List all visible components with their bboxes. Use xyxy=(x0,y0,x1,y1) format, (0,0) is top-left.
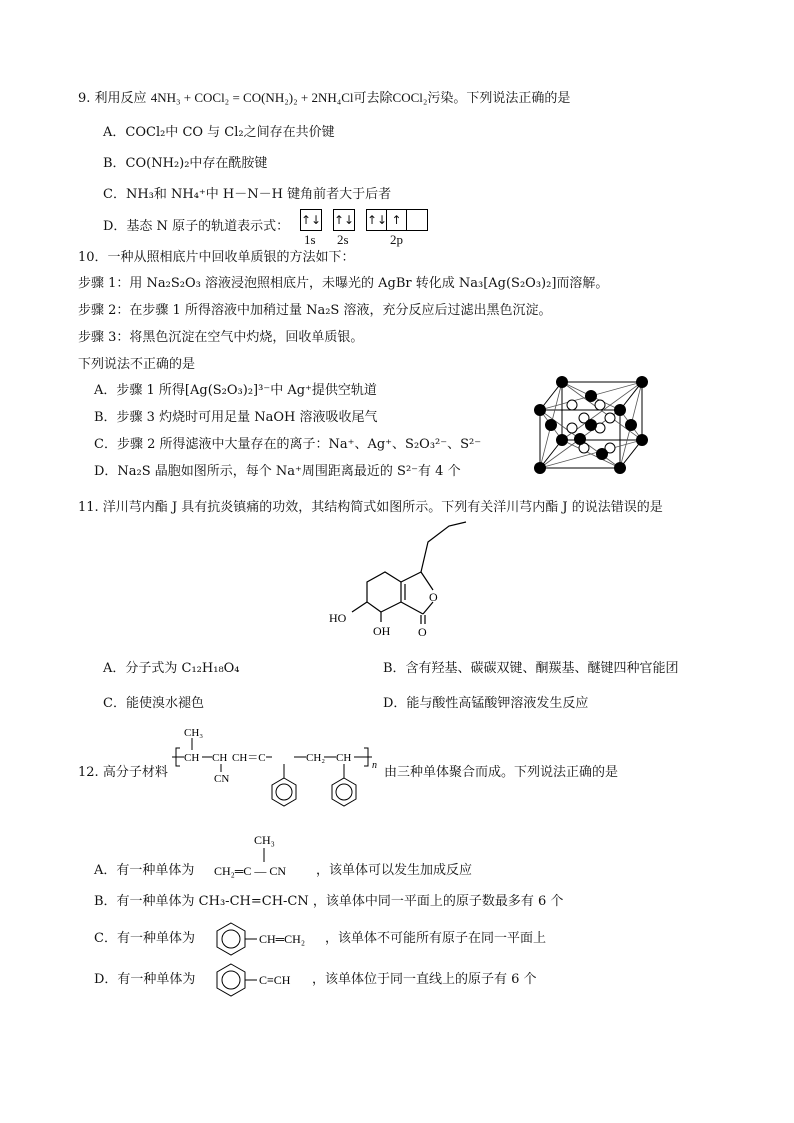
q9-equation: 4NH₃ + COCl₂ = CO(NH₂)₂ + 2NH₄Cl xyxy=(150,90,354,105)
q11-option-a: A．分子式为 C₁₂H₁₈O₄ xyxy=(103,661,240,676)
q9-reagent: COCl₂ xyxy=(392,90,428,105)
q10-step1: 步骤 1：用 Na₂S₂O₃ 溶液浸泡照相底片，未曝光的 AgBr 转化成 Na₃[Ag(S₂O₃)₂]而溶解。 xyxy=(78,276,609,291)
q12-option-a-prefix: A．有一种单体为 xyxy=(94,863,195,878)
q10-stem: 10．一种从照相底片中回收单质银的方法如下： xyxy=(78,250,355,265)
q12-option-a-suffix: ，该单体可以发生加成反应 xyxy=(316,863,473,878)
q12-option-d-prefix: D．有一种单体为 xyxy=(94,972,196,987)
styrene-structure xyxy=(205,921,325,957)
orbital-2p-cell-1: ↑↓ xyxy=(367,210,387,230)
na2s-unit-cell-diagram xyxy=(522,370,660,482)
orbital-1s-cell: ↑↓ xyxy=(301,213,322,227)
q9-option-c: C．NH₃和 NH₄⁺中 H－N－H 键角前者大于后者 xyxy=(103,187,392,202)
orbital-box-2s xyxy=(333,209,355,231)
q12-option-d-suffix: ，该单体位于同一直线上的原子有 6 个 xyxy=(312,972,537,987)
orbital-2p-cell-2: ↑ xyxy=(387,210,407,230)
lactone-j-structure xyxy=(325,518,475,646)
poly-ch3: CH₃ xyxy=(184,727,204,739)
orbital-box-1s xyxy=(300,209,322,231)
ho-label: HO xyxy=(329,611,347,625)
q9-number: 9. xyxy=(78,91,91,106)
poly-ch2: CH₂ xyxy=(306,752,326,764)
q10-option-c: C．步骤 2 所得滤液中大量存在的离子：Na⁺、Ag⁺、S₂O₃²⁻、S²⁻ xyxy=(94,437,482,452)
q9-option-a: A．COCl₂中 CO 与 Cl₂之间存在共价键 xyxy=(103,125,335,140)
phenylacetylene-structure xyxy=(205,962,315,998)
orbital-box-2p xyxy=(366,209,428,231)
q12-option-c-prefix: C．有一种单体为 xyxy=(94,931,195,946)
polymer-structure xyxy=(172,722,382,818)
q10-step2: 步骤 2：在步骤 1 所得溶液中加稍过量 Na₂S 溶液，充分反应后过滤出黑色沉淀。 xyxy=(78,303,552,318)
monomer-a-main: CH₂═C — CN xyxy=(214,864,287,878)
keto-oxygen-label: O xyxy=(418,625,427,639)
monomer-a-structure xyxy=(212,830,312,882)
q12-option-c-suffix: ，该单体不可能所有原子在同一平面上 xyxy=(325,931,547,946)
q9-mid: 可去除 xyxy=(353,91,393,106)
ring-oxygen-label: O xyxy=(429,590,438,604)
q11-stem: 11. 洋川芎内酯 J 具有抗炎镇痛的功效，其结构简式如图所示。下列有关洋川芎内酯 J 的说法错误的是 xyxy=(78,500,663,515)
q11-option-d: D．能与酸性高锰酸钾溶液发生反应 xyxy=(383,696,589,711)
q9-option-b: B．CO(NH₂)₂中存在酰胺键 xyxy=(103,156,268,171)
poly-cn: CN xyxy=(214,773,230,785)
q10-step3: 步骤 3：将黑色沉淀在空气中灼烧，回收单质银。 xyxy=(78,330,364,345)
q12-lead xyxy=(78,764,168,782)
orbital-2p-cell-3 xyxy=(407,210,427,230)
q12-option-b: B．有一种单体为 CH₃-CH=CH-CN ，该单体中同一平面上的原子数最多有 6 个 xyxy=(94,894,564,909)
orbital-label-2s: 2s xyxy=(337,232,349,247)
q9-tail: 污染。下列说法正确的是 xyxy=(427,91,571,106)
orbital-label-2p: 2p xyxy=(390,232,403,247)
q10-option-b: B．步骤 3 灼烧时可用足量 NaOH 溶液吸收尾气 xyxy=(94,410,378,425)
styrene-vinyl-group: CH═CH₂ xyxy=(259,932,306,946)
orbital-label-1s: 1s xyxy=(304,232,316,247)
poly-ch-eq-c: CH＝C xyxy=(232,752,266,764)
q12-number: 12. xyxy=(78,765,99,780)
oh-label: OH xyxy=(373,624,391,638)
q10-question: 下列说法不正确的是 xyxy=(78,357,196,372)
q10-option-d: D．Na₂S 晶胞如图所示，每个 Na⁺周围距离最近的 S²⁻有 4 个 xyxy=(94,464,461,479)
q9-intro: 利用反应 xyxy=(94,91,147,106)
q12-lead-text: 高分子材料 xyxy=(102,765,168,780)
poly-ch-2: CH xyxy=(212,752,228,764)
q12-tail: 由三种单体聚合而成。下列说法正确的是 xyxy=(384,765,619,780)
poly-ch-1: CH xyxy=(184,752,200,764)
q9-option-d: D．基态 N 原子的轨道表示式： xyxy=(103,219,290,234)
q11-option-c: C．能使溴水褪色 xyxy=(103,696,204,711)
orbital-2s-cell: ↑↓ xyxy=(334,213,355,227)
poly-ch-3: CH xyxy=(336,752,352,764)
q9-stem xyxy=(78,89,570,108)
q10-option-a: A．步骤 1 所得[Ag(S₂O₃)₂]³⁻中 Ag⁺提供空轨道 xyxy=(94,383,377,398)
monomer-a-ch3: CH₃ xyxy=(254,833,275,847)
alkyne-group: C≡CH xyxy=(259,973,291,987)
poly-n: n xyxy=(372,760,377,771)
q11-option-b: B．含有羟基、碳碳双键、酮羰基、醚键四种官能团 xyxy=(383,661,679,676)
